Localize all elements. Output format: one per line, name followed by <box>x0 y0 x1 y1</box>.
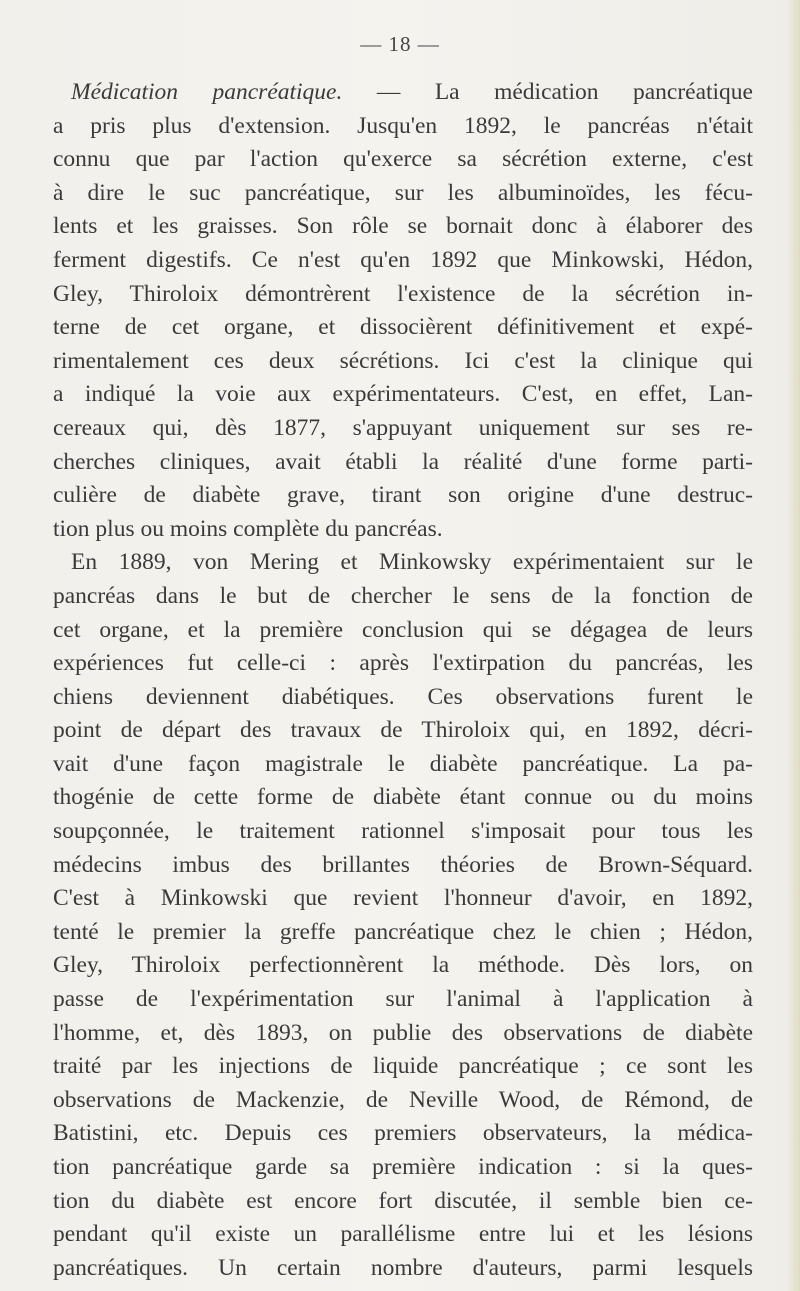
text-line: pancréas dans le but de chercher le sens de la fonction de <box>53 582 753 609</box>
text-line: pendant qu'il existe un parallélisme entre lui et les lésions <box>53 1221 753 1248</box>
text-line: culière de diabète grave, tirant son origine d'une destruc- <box>53 482 753 509</box>
text-line: C'est à Minkowski que revient l'honneur d'avoir, en 1892, <box>53 885 753 912</box>
text-line: observations de Mackenzie, de Neville Wood, de Rémond, de <box>53 1086 753 1113</box>
text-line: Gley, Thiroloix démontrèrent l'existence de la sécrétion in- <box>53 280 753 307</box>
text-line: En 1889, von Mering et Minkowsky expérimentaient sur le <box>71 549 753 576</box>
text-line: cherches cliniques, avait établi la réalité d'une forme parti- <box>53 448 753 475</box>
text-line: l'homme, et, dès 1893, on publie des observations de diabète <box>53 1019 753 1046</box>
text-line: lents et les graisses. Son rôle se bornait donc à élaborer des <box>53 213 753 240</box>
text-line: pancréatiques. Un certain nombre d'auteurs, parmi lesquels <box>53 1254 753 1281</box>
text-line-1-rest: — La médication pancréatique <box>342 79 753 105</box>
text-line: soupçonnée, le traitement rationnel s'imposait pour tous les <box>53 818 753 845</box>
text-line-1 <box>53 76 753 110</box>
text-line: tion plus ou moins complète du pancréas. <box>53 515 443 542</box>
text-line: à dire le suc pancréatique, sur les albuminoïdes, les fécu- <box>53 179 753 206</box>
text-line: passe de l'expérimentation sur l'animal à l'application à <box>53 986 753 1013</box>
text-line: connu que par l'action qu'exerce sa sécrétion externe, c'est <box>53 146 753 173</box>
text-line: cereaux qui, dès 1877, s'appuyant uniquement sur ses re- <box>53 414 753 441</box>
text-line: expériences fut celle-ci : après l'extirpation du pancréas, les <box>53 650 753 677</box>
text-line: point de départ des travaux de Thiroloix qui, en 1892, décri- <box>53 717 753 744</box>
text-line: tenté le premier la greffe pancréatique chez le chien ; Hédon, <box>53 918 753 945</box>
section-heading: Médication pancréatique. <box>71 79 343 105</box>
text-line: a pris plus d'extension. Jusqu'en 1892, le pancréas n'était <box>53 112 753 139</box>
body-text <box>53 76 753 1285</box>
text-line: ferment digestifs. Ce n'est qu'en 1892 que Minkowski, Hédon, <box>53 246 753 273</box>
text-line: vait d'une façon magistrale le diabète pancréatique. La pa- <box>53 750 753 777</box>
text-line: a indiqué la voie aux expérimentateurs. C'est, en effet, Lan- <box>53 381 753 408</box>
text-line: traité par les injections de liquide pancréatique ; ce sont les <box>53 1053 753 1080</box>
text-line: Batistini, etc. Depuis ces premiers observateurs, la médica- <box>53 1120 753 1147</box>
text-line: tion pancréatique garde sa première indication : si la ques- <box>53 1154 753 1180</box>
text-line: tion du diabète est encore fort discutée, il semble bien ce- <box>53 1187 753 1214</box>
text-line: thogénie de cette forme de diabète étant connue ou du moins <box>53 784 753 811</box>
text-line: cet organe, et la première conclusion qui se dégagea de leurs <box>53 616 753 643</box>
text-line: chiens deviennent diabétiques. Ces observations furent le <box>53 683 753 710</box>
text-line: terne de cet organe, et dissocièrent définitivement et expé- <box>53 314 753 341</box>
text-line: Gley, Thiroloix perfectionnèrent la méthode. Dès lors, on <box>53 952 753 979</box>
page-number: — 18 — <box>360 32 440 56</box>
text-line: médecins imbus des brillantes théories de Brown-Séquard. <box>53 851 753 878</box>
page-edge-shadow <box>786 0 800 1291</box>
text-line: rimentalement ces deux sécrétions. Ici c'est la clinique qui <box>53 347 753 374</box>
